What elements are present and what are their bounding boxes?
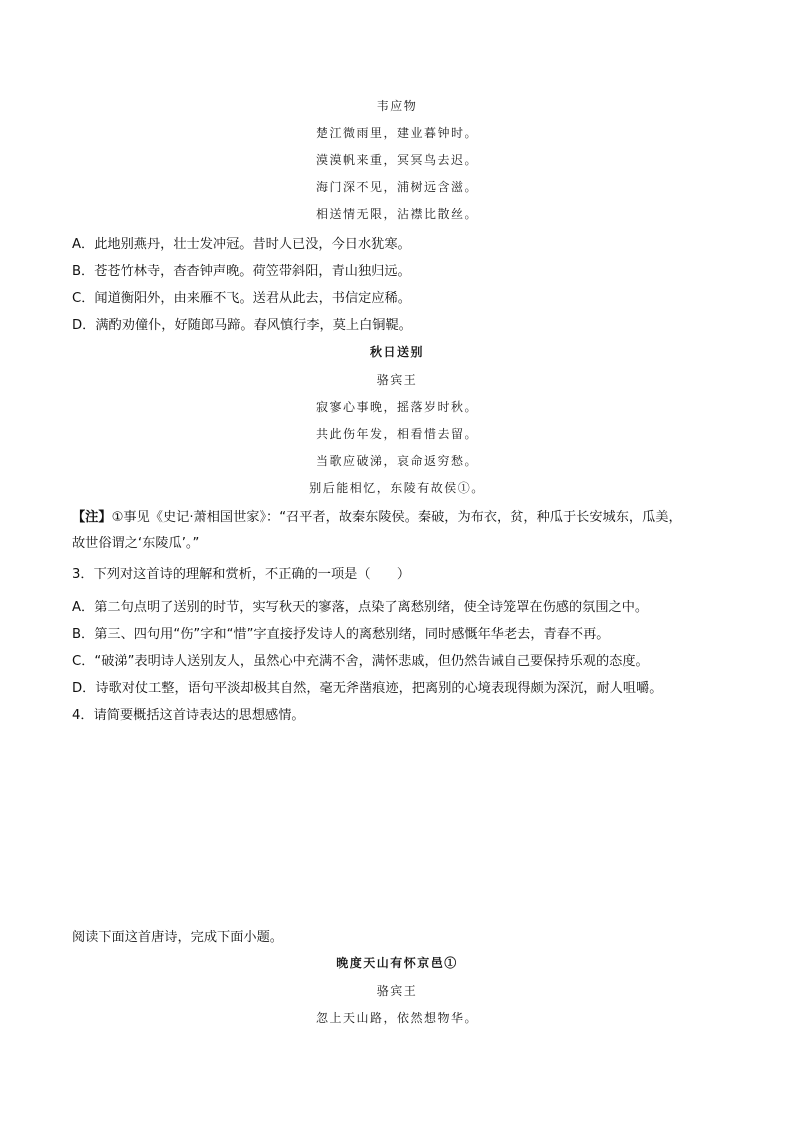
- option-c: C．闻道衡阳外，由来雁不飞。送君从此去，书信定应稀。: [72, 291, 411, 306]
- question-3-stem: 3．下列对这首诗的理解和赏析，不正确的一项是（ ）: [72, 567, 411, 582]
- poem1-line-2: 漠漠帆来重，冥冥鸟去迟。: [315, 153, 478, 167]
- poem2-line-2: 共此伤年发，相看惜去留。: [315, 427, 478, 441]
- q3-option-b: B．第三、四句用“伤”字和“惜”字直接抒发诗人的离愁别绪，同时感慨年华老去，青春不再。: [72, 627, 610, 642]
- question-4-stem: 4．请简要概括这首诗表达的思想感情。: [72, 708, 305, 723]
- poem1-line-3: 海门深不见，浦树远含滋。: [315, 180, 478, 194]
- option-b: B．苍苍竹林寺，杳杳钟声晚。荷笠带斜阳，青山独归远。: [72, 264, 411, 279]
- poem3-line-1: 忽上天山路，依然想物华。: [315, 1011, 478, 1025]
- poem3-author: 骆宾王: [376, 984, 418, 998]
- note-label: 【注】: [72, 510, 112, 525]
- poem1-author: 韦应物: [376, 99, 418, 113]
- q3-option-d: D．诗歌对仗工整，语句平淡却极其自然，毫无斧凿痕迹，把离别的心境表现得颇为深沉，耐人咀嚼。: [72, 681, 663, 696]
- poem2-line-4: 别后能相忆，东陵有故侯①。: [309, 481, 485, 495]
- poem1-line-4: 相送情无限，沾襟比散丝。: [315, 207, 478, 221]
- poem2-author: 骆宾王: [376, 373, 418, 387]
- option-a: A．此地别燕丹，壮士发冲冠。昔时人已没，今日水犹寒。: [72, 237, 411, 252]
- q3-option-a: A．第二句点明了送别的时节，实写秋天的寥落，点染了离愁别绪，使全诗笼罩在伤感的氛围之中。: [72, 600, 649, 615]
- poem2-line-3: 当歌应破涕，哀命返穷愁。: [315, 454, 478, 468]
- q3-option-c: C．“破涕”表明诗人送别友人，虽然心中充满不舍，满怀悲戚，但仍然告诫自己要保持乐观的态度。: [72, 654, 649, 669]
- poem1-line-1: 楚江微雨里，建业暮钟时。: [315, 126, 478, 140]
- poem2-title: 秋日送别: [369, 345, 424, 359]
- section3-intro: 阅读下面这首唐诗，完成下面小题。: [72, 930, 283, 945]
- note-text-1: ①事见《史记·萧相国世家》：“召平者，故秦东陵侯。秦破，为布衣，贫，种瓜于长安城东，瓜美，: [111, 510, 682, 525]
- option-d: D．满酌劝僮仆，好随郎马蹄。春风慎行李，莫上白铜鞮。: [72, 318, 412, 333]
- note-line-1: [72, 506, 682, 525]
- poem2-line-1: 寂寥心事晚，摇落岁时秋。: [315, 400, 478, 414]
- note-line-2: 故世俗谓之‘东陵瓜’。”: [72, 536, 200, 551]
- poem3-title: 晚度天山有怀京邑①: [336, 956, 458, 970]
